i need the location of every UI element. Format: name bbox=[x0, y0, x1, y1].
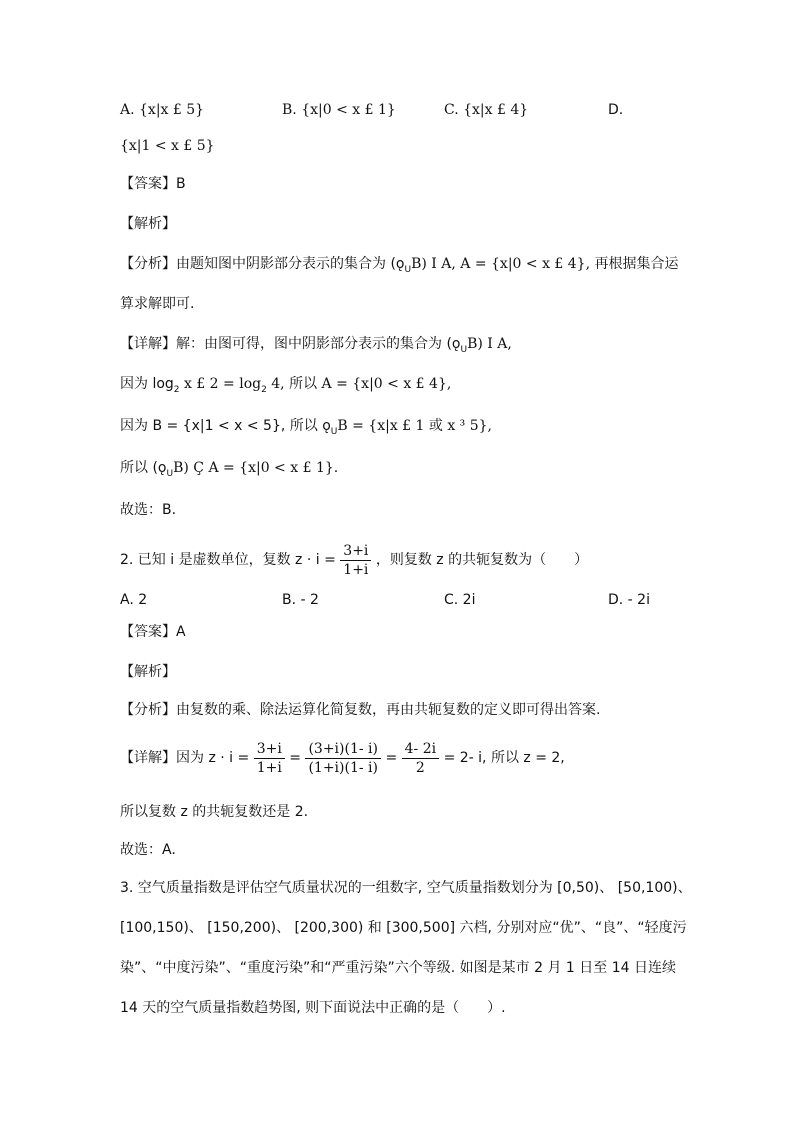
q1-xiangjie-sub: U bbox=[460, 344, 468, 355]
q1-option-b bbox=[282, 98, 396, 122]
q1-xiangjie-part1: 【详解】解：由图可得，图中阴影部分表示的集合为 (ǫ bbox=[120, 336, 461, 352]
q2-f2-num: (3+i)(1- i) bbox=[305, 740, 381, 759]
q2-fraction-3 bbox=[402, 740, 439, 777]
q1-fenxi-sub: U bbox=[404, 264, 412, 275]
q1-xiangjie-line bbox=[120, 332, 512, 362]
q3-line-4: 14 天的空气质量指数趋势图, 则下面说法中正确的是（ ）. bbox=[120, 1000, 506, 1016]
q1-option-a-text: A. {x|x £ 5} bbox=[120, 102, 205, 118]
q2-stem-pre: 2. 已知 i 是虚数单位，复数 z · i = bbox=[120, 552, 336, 568]
q1-fenxi-line1 bbox=[120, 252, 679, 282]
q1-xiangjie-part2: B) Ι A, bbox=[467, 336, 512, 352]
q2-frac-den: 1+i bbox=[343, 561, 369, 578]
q1-answer: 【答案】B bbox=[120, 176, 186, 192]
q1-fenxi-line2: 算求解即可. bbox=[120, 296, 195, 312]
q3-line-3: 染”、“中度污染”、“重度污染”和“严重污染”六个等级. 如图是某市 2 月 1 日至 14 日连续 bbox=[120, 960, 676, 976]
q1-analysis-label: 【解析】 bbox=[120, 216, 176, 232]
q2-f1-den: 1+i bbox=[256, 759, 282, 776]
q2-option-b: B. - 2 bbox=[282, 592, 319, 608]
q2-choose: 故选：A. bbox=[120, 842, 176, 858]
q1-log-sub1: 2 bbox=[173, 384, 180, 395]
q2-f1-num: 3+i bbox=[254, 740, 285, 759]
q1-log-line bbox=[120, 372, 451, 402]
q1-choose: 故选：B. bbox=[120, 502, 177, 518]
q1-b-part2: B = {x|x £ 1 或 x ³ 5}, bbox=[337, 418, 492, 434]
q1-fenxi-part1: 【分析】由题知图中阴影部分表示的集合为 (ǫ bbox=[120, 256, 405, 272]
q1-result-part1: 所以 (ǫ bbox=[120, 460, 167, 476]
q2-stem-fraction bbox=[340, 542, 371, 579]
q2-fraction-2 bbox=[305, 740, 381, 777]
q2-stem bbox=[120, 540, 588, 580]
q2-analysis-label: 【解析】 bbox=[120, 664, 176, 680]
q2-stem-post: ，则复数 z 的共轭复数为（ ） bbox=[375, 552, 589, 568]
q1-option-d bbox=[608, 98, 623, 122]
q1-option-a bbox=[120, 98, 204, 122]
q1-log-part3: 4, 所以 A = {x|0 < x £ 4}, bbox=[266, 376, 452, 392]
q3-line-2: [100,150)、 [150,200)、 [200,300) 和 [300,500] 六档, 分别对应“优”、“良”、“轻度污 bbox=[120, 920, 687, 936]
q2-frac-num: 3+i bbox=[340, 542, 371, 561]
q2-fraction-1 bbox=[254, 740, 285, 777]
q1-b-line bbox=[120, 414, 492, 444]
q2-fenxi: 【分析】由复数的乘、除法运算化简复数，再由共轭复数的定义即可得出答案. bbox=[120, 702, 601, 718]
q1-option-d-text: D. bbox=[608, 102, 624, 118]
q3-line-1: 3. 空气质量指数是评估空气质量状况的一组数字, 空气质量指数划分为 [0,50)、 [50,100)、 bbox=[120, 880, 692, 896]
q1-option-c-text: C. {x|x £ 4} bbox=[444, 102, 529, 118]
q1-option-d-cont bbox=[120, 134, 215, 158]
q2-xiangjie-post: = 2- i, 所以 z = 2, bbox=[443, 750, 565, 766]
q1-b-part1: 因为 B = {x|1 < x < 5}, 所以 ǫ bbox=[120, 418, 331, 434]
q2-xiangjie-pre: 【详解】因为 z · i = bbox=[120, 750, 250, 766]
q1-result-sub: U bbox=[166, 468, 174, 479]
q2-option-a: A. 2 bbox=[120, 592, 148, 608]
q1-result-line bbox=[120, 456, 338, 486]
q2-eq-1: = bbox=[289, 750, 301, 766]
q2-xiangjie bbox=[120, 736, 565, 780]
q2-f3-num: 4- 2i bbox=[402, 740, 439, 759]
q2-eq-2: = bbox=[385, 750, 398, 766]
q1-log-sub2: 2 bbox=[261, 384, 267, 395]
q2-option-c: C. 2i bbox=[444, 592, 476, 608]
q1-log-part1: 因为 log bbox=[120, 376, 174, 392]
q2-answer: 【答案】A bbox=[120, 624, 186, 640]
q1-fenxi-part2: B) Ι A, A = {x|0 < x £ 4}, 再根据集合运 bbox=[411, 256, 679, 272]
q1-option-b-text: B. {x|0 < x £ 1} bbox=[282, 102, 396, 118]
q2-f3-den: 2 bbox=[415, 759, 425, 776]
q2-conj: 所以复数 z 的共轭复数还是 2. bbox=[120, 804, 309, 820]
q1-result-part2: B) Ç A = {x|0 < x £ 1}. bbox=[173, 460, 339, 476]
q2-f2-den: (1+i)(1- i) bbox=[308, 759, 378, 776]
q1-option-d-math: {x|1 < x £ 5} bbox=[120, 138, 215, 154]
q1-b-sub: U bbox=[330, 426, 338, 437]
q1-log-part2: x £ 2 = log bbox=[179, 376, 262, 392]
q2-option-d: D. - 2i bbox=[608, 592, 650, 608]
q1-option-c bbox=[444, 98, 528, 122]
